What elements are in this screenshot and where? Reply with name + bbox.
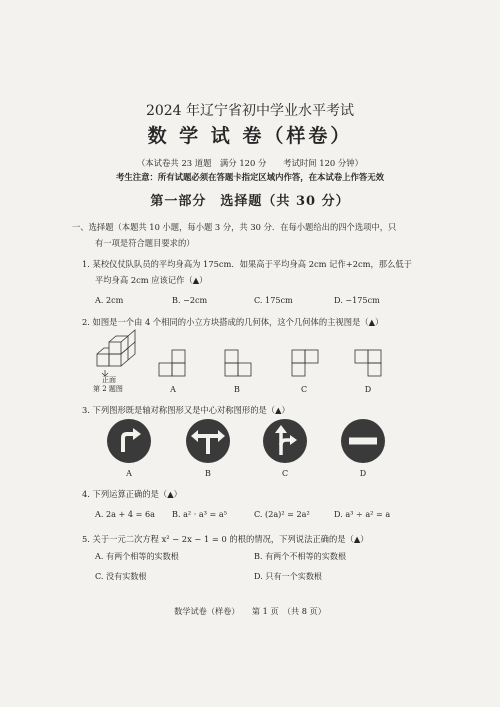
q3-option-b-label: B — [205, 469, 211, 478]
part1-instructions-line1: 一、选择题（本题共 10 小题，每小题 3 分，共 30 分．在每小题给出的四个选项中，只 — [72, 222, 397, 232]
part1-instructions-line2: 有一项是符合题目要求的） — [95, 238, 195, 248]
exam-notice: 考生注意：所有试题必须在答题卡指定区域内作答，在本试卷上作答无效 — [116, 172, 384, 182]
q5-option-c: C. 没有实数根 — [95, 571, 147, 581]
q5-stem: 5. 关于一元二次方程 x² − 2x − 1 = 0 的根的情况，下列说法正确的是（▲） — [82, 534, 369, 544]
q4-stem: 4. 下列运算正确的是（▲） — [82, 489, 182, 499]
q2-option-c-figure — [291, 350, 319, 378]
q3-option-d-label: D — [359, 469, 367, 478]
q1-stem-line1: 1. 某校仪仗队队员的平均身高为 175cm．如果高于平均身高 2cm 记作+2cm，那么低于 — [82, 259, 412, 269]
q4-option-a: A. 2a + 4 = 6a — [95, 509, 155, 519]
q4-option-b: B. a² · a³ = a⁵ — [172, 509, 227, 519]
q2-option-c-label: C — [300, 385, 308, 394]
q1-option-d: D. −175cm — [334, 295, 380, 305]
q1-option-a: A. 2cm — [95, 295, 124, 305]
exam-title: 2024 年辽宁省初中学业水平考试 — [145, 103, 355, 119]
q2-option-b-label: B — [234, 385, 240, 394]
q4-option-c: C. (2a)² = 2a² — [254, 509, 310, 519]
q5-option-d: D. 只有一个实数根 — [254, 571, 323, 581]
q2-cube-figure — [95, 332, 143, 380]
q2-figure-caption: 第 2 题图 — [93, 385, 123, 393]
q5-option-b: B. 有两个不相等的实数根 — [254, 551, 347, 561]
q1-option-c: C. 175cm — [254, 295, 293, 305]
q3-stem: 3. 下列图形既是轴对称图形又是中心对称图形的是（▲） — [82, 405, 290, 415]
q3-option-c-label: C — [281, 469, 289, 478]
q2-option-d-label: D — [364, 385, 372, 394]
q1-stem-line2: 平均身高 2cm 应该记作（▲） — [95, 275, 208, 285]
turn-right-sign-icon — [106, 418, 152, 464]
q3-option-a-label: A — [126, 469, 132, 478]
q2-front-label: 正面 — [102, 376, 116, 384]
exam-subtitle: 数 学 试 卷（样卷） — [147, 125, 353, 147]
q2-option-a-label: A — [170, 385, 176, 394]
q2-stem: 2. 如图是一个由 4 个相同的小立方块搭成的几何体，这个几何体的主视图是（▲） — [82, 317, 384, 327]
q1-option-b: B. −2cm — [172, 295, 208, 305]
q2-option-d-figure — [354, 350, 382, 378]
turn-left-right-sign-icon — [185, 418, 231, 464]
exam-info: （本试卷共 23 道题 满分 120 分 考试时间 120 分钟） — [136, 158, 364, 168]
q4-option-d: D. a³ ÷ a² = a — [334, 509, 391, 519]
part1-title: 第一部分 选择题（共 30 分） — [150, 194, 350, 209]
q2-option-a-figure — [158, 350, 186, 378]
straight-or-right-sign-icon — [262, 418, 308, 464]
page-footer: 数学试卷（样卷） 第 1 页 （共 8 页） — [174, 606, 326, 616]
no-entry-sign-icon — [340, 418, 386, 464]
q2-option-b-figure — [224, 350, 252, 378]
q5-option-a: A. 有两个相等的实数根 — [95, 551, 179, 561]
